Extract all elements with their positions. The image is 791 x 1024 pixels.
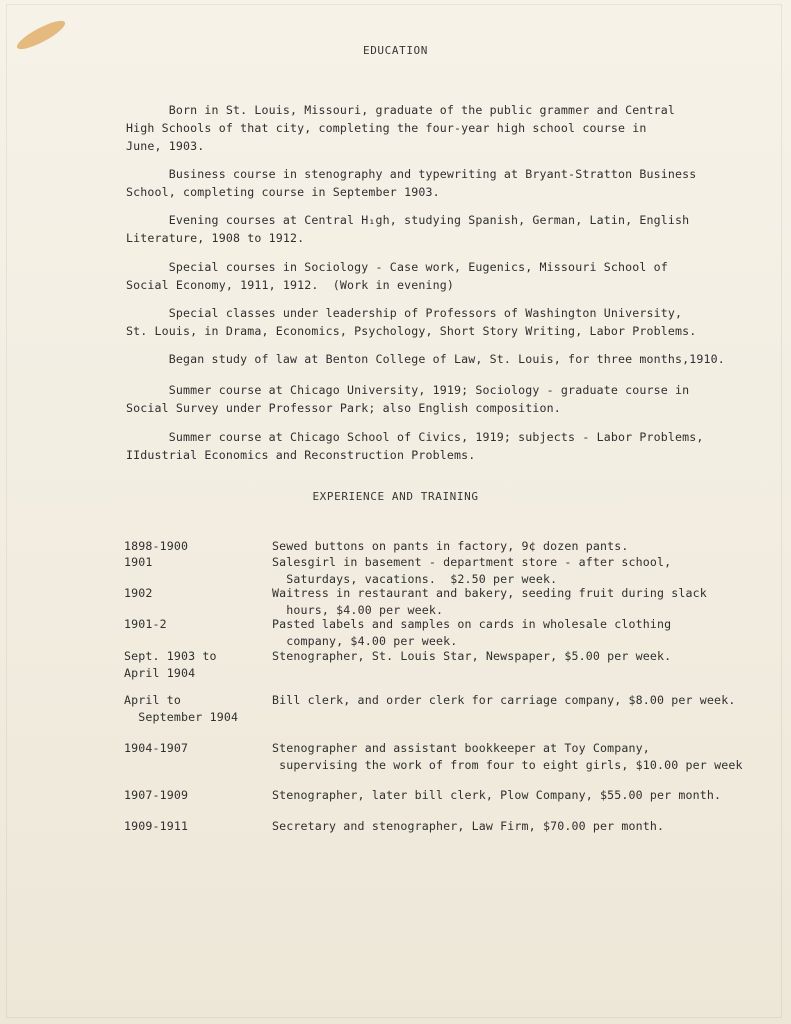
- experience-date-6: April to September 1904: [124, 693, 239, 724]
- education-paragraph-8: Summer course at Chicago School of Civics, 1919; subjects - Labor Problems, IIdustrial Economics and Reconstruction Problems.: [126, 430, 704, 462]
- experience-desc-1: Sewed buttons on pants in factory, 9¢ dozen pants.: [272, 539, 629, 553]
- experience-date-9: 1909-1911: [124, 819, 189, 833]
- education-heading: EDUCATION: [362, 44, 428, 57]
- education-paragraph-5: Special classes under leadership of Professors of Washington University, St. Louis, in Drama, Economics, Psychology, Short Story Writing, Labor Problems.: [126, 306, 697, 338]
- experience-date-4: 1901-2: [124, 617, 167, 631]
- education-paragraph-7: Summer course at Chicago University, 1919; Sociology - graduate course in Social Survey under Professor Park; also English composition.: [126, 383, 690, 415]
- education-paragraph-1: Born in St. Louis, Missouri, graduate of the public grammer and Central High Schools of that city, completing the four-year high school course in June, 1903.: [126, 103, 676, 153]
- experience-date-5: Sept. 1903 to April 1904: [124, 649, 217, 680]
- paper-edge: [6, 4, 782, 1018]
- education-paragraph-4: Special courses in Sociology - Case work, Eugenics, Missouri School of Social Economy, 1911, 1912. (Work in evening): [126, 260, 668, 292]
- experience-desc-2: Salesgirl in basement - department store - after school, Saturdays, vacations. $2.50 per week.: [272, 555, 672, 586]
- experience-date-2: 1901: [124, 555, 153, 569]
- experience-date-1: 1898-1900: [124, 539, 189, 553]
- education-paragraph-3: Evening courses at Central H₁gh, studying Spanish, German, Latin, English Literature, 1908 to 1912.: [126, 213, 690, 245]
- experience-desc-4: Pasted labels and samples on cards in wholesale clothing company, $4.00 per week.: [272, 617, 672, 648]
- experience-desc-3: Waitress in restaurant and bakery, seeding fruit during slack hours, $4.00 per week.: [272, 586, 707, 617]
- experience-desc-9: Secretary and stenographer, Law Firm, $70.00 per month.: [272, 819, 665, 833]
- experience-desc-7: Stenographer and assistant bookkeeper at Toy Company, supervising the work of from four to eight girls, $10.00 per week: [272, 741, 743, 772]
- experience-date-8: 1907-1909: [124, 788, 189, 802]
- experience-date-7: 1904-1907: [124, 741, 189, 755]
- experience-desc-5: Stenographer, St. Louis Star, Newspaper, $5.00 per week.: [272, 649, 672, 663]
- experience-desc-8: Stenographer, later bill clerk, Plow Company, $55.00 per month.: [272, 788, 722, 802]
- experience-date-3: 1902: [124, 586, 153, 600]
- experience-desc-6: Bill clerk, and order clerk for carriage company, $8.00 per week.: [272, 693, 736, 707]
- experience-heading: EXPERIENCE AND TRAINING: [312, 490, 479, 503]
- education-paragraph-6: Began study of law at Benton College of Law, St. Louis, for three months,1910.: [126, 352, 725, 366]
- education-paragraph-2: Business course in stenography and typewriting at Bryant-Stratton Business School, completing course in September 1903.: [126, 167, 697, 199]
